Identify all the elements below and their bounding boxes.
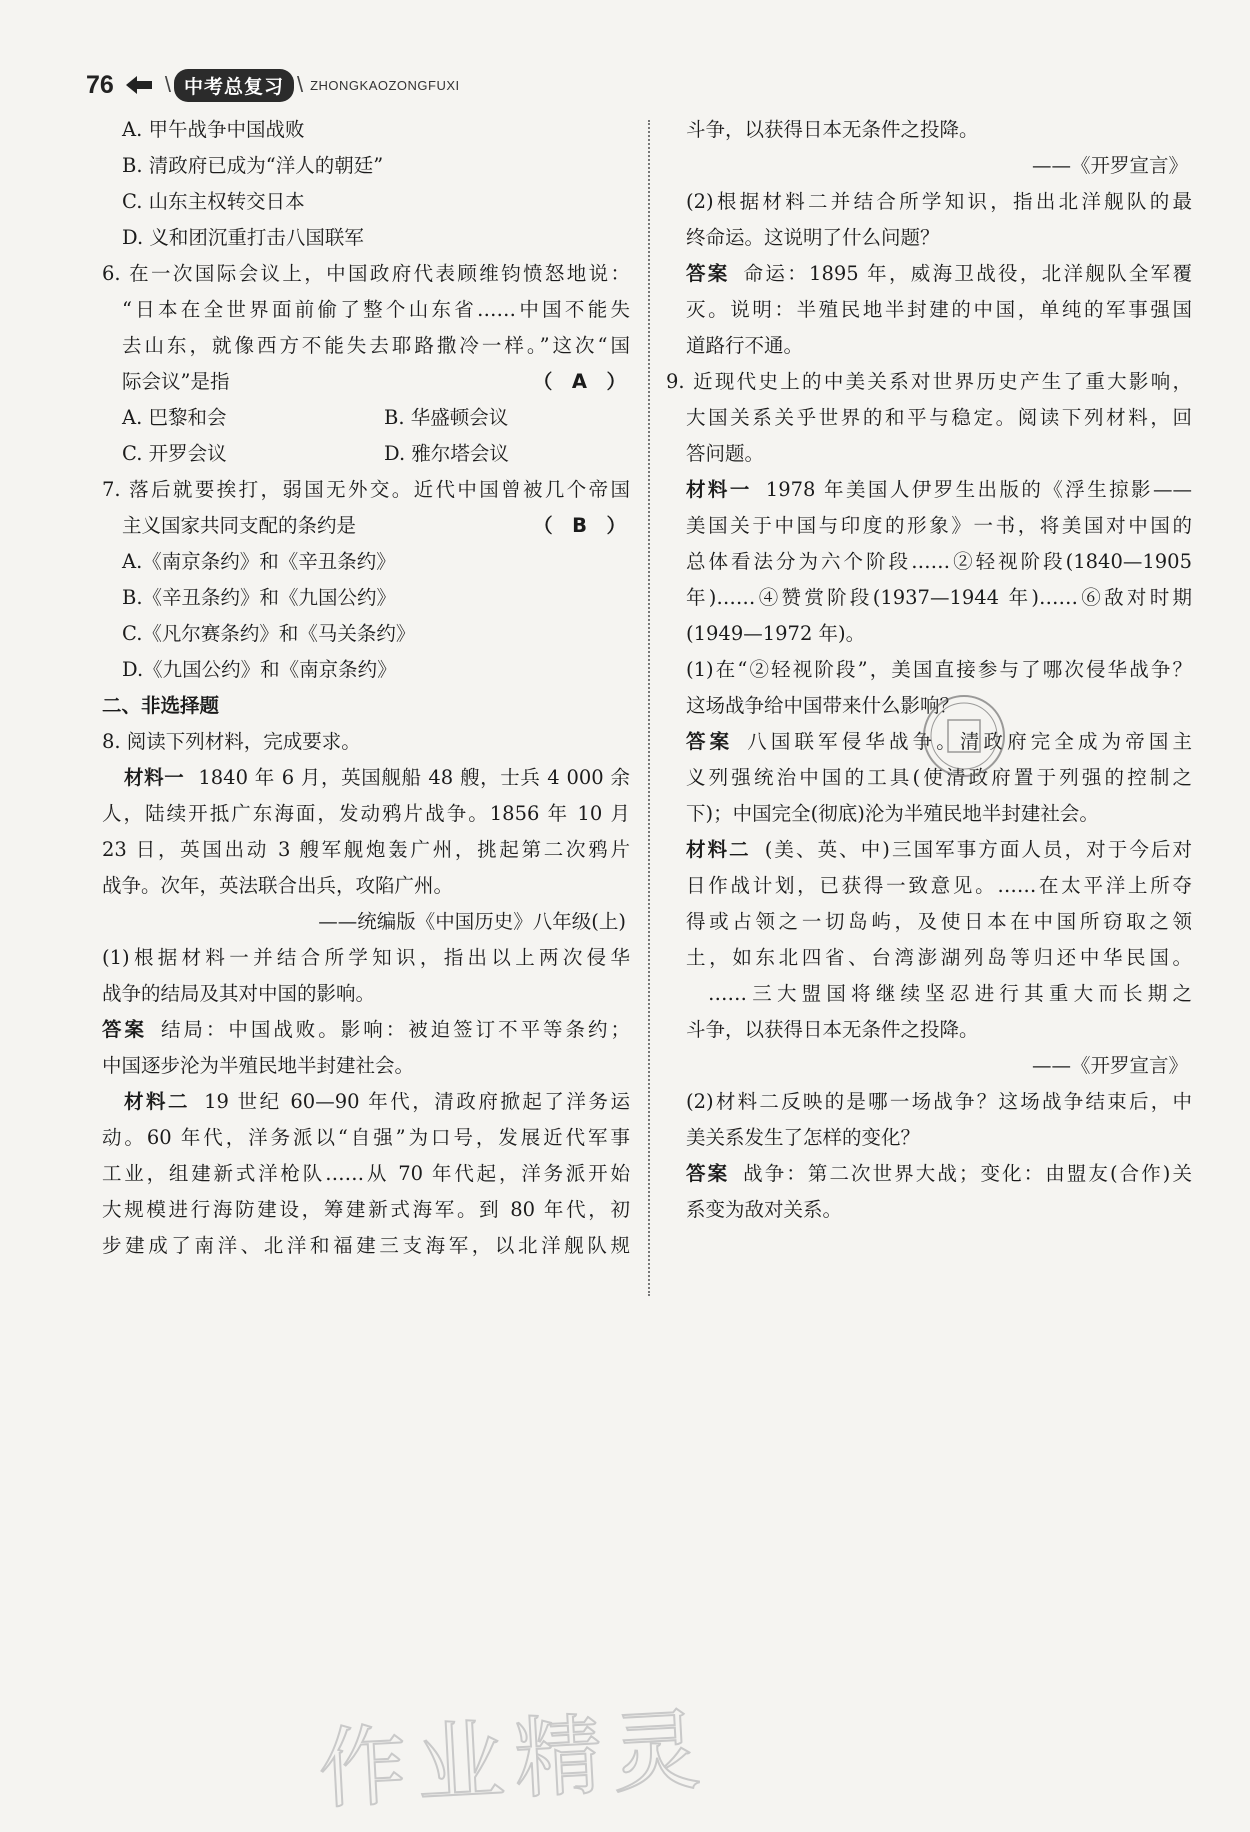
q6-stem-row bbox=[102, 364, 630, 400]
material-text: 战争。次年，英法联合出兵，攻陷广州。 bbox=[102, 874, 454, 897]
answer-text: 战争：第二次世界大战；变化：由盟友(合作)关 bbox=[743, 1162, 1192, 1185]
q8-1-question: 战争的结局及其对中国的影响。 bbox=[102, 982, 376, 1005]
material-text: (1949—1972 年)。 bbox=[686, 622, 866, 645]
q7-option-c: C.《凡尔赛条约》和《马关条约》 bbox=[122, 622, 416, 645]
answer-label: 答案 bbox=[686, 1162, 730, 1185]
q7-answer: （ B ） bbox=[533, 514, 626, 537]
q6-stem: 去山东，就像西方不能失去耶路撒冷一样。”这次“国 bbox=[122, 334, 630, 357]
material-source: ——《开罗宣言》 bbox=[1031, 1054, 1188, 1077]
material-label: 材料一 bbox=[124, 766, 185, 789]
q7-stem: 主义国家共同支配的条约是 bbox=[122, 514, 357, 537]
series-title: 中考总复习 bbox=[174, 69, 294, 102]
material-text: 人，陆续开抵广东海面，发动鸦片战争。1856 年 10 月 bbox=[102, 802, 630, 825]
material-text: 步建成了南洋、北洋和福建三支海军，以北洋舰队规 bbox=[102, 1234, 630, 1257]
q8-1-question: (1)根据材料一并结合所学知识，指出以上两次侵华 bbox=[102, 946, 630, 969]
q6-answer: （ A ） bbox=[532, 370, 626, 393]
left-column bbox=[102, 112, 630, 1264]
q9-1-question: 这场战争给中国带来什么影响？ bbox=[686, 694, 960, 717]
answer-text: 义列强统治中国的工具(使清政府置于列强的控制之 bbox=[686, 766, 1192, 789]
header-slash-icon: \ bbox=[164, 72, 171, 97]
material-text: 得或占领之一切岛屿，及使日本在中国所窃取之领 bbox=[686, 910, 1192, 933]
answer-label: 答案 bbox=[102, 1018, 147, 1041]
material-text: 斗争，以获得日本无条件之投降。 bbox=[686, 118, 979, 141]
material-text: 动。60 年代，洋务派以“自强”为口号，发展近代军事 bbox=[102, 1126, 630, 1149]
q6-options-row bbox=[102, 400, 630, 436]
header-slash-icon: \ bbox=[296, 72, 304, 97]
q9-material-1 bbox=[686, 472, 1192, 508]
column-divider bbox=[648, 120, 650, 1296]
material-source: ——《开罗宣言》 bbox=[1031, 154, 1188, 177]
answer-label: 答案 bbox=[686, 262, 730, 285]
q6-stem: 际会议”是指 bbox=[122, 370, 230, 393]
material-text: 土，如东北四省、台湾澎湖列岛等归还中华民国。 bbox=[686, 946, 1192, 969]
q9-2-answer bbox=[686, 1156, 1192, 1192]
material-text: 美国关于中国与印度的形象》一书，将美国对中国的 bbox=[686, 514, 1192, 537]
answer-label: 答案 bbox=[686, 730, 734, 753]
material-text: 总体看法分为六个阶段……②轻视阶段(1840—1905 bbox=[686, 550, 1192, 573]
q9-stem: 答问题。 bbox=[686, 442, 765, 465]
page-number: 76 bbox=[86, 70, 114, 99]
material-text: 年)……④赞赏阶段(1937—1944 年)……⑥敌对时期 bbox=[686, 586, 1192, 609]
q8-2-answer bbox=[686, 256, 1192, 292]
material-text: (美、英、中)三国军事方面人员，对于今后对 bbox=[764, 838, 1192, 861]
q6-stem: “日本在全世界面前偷了整个山东省……中国不能失 bbox=[122, 298, 630, 321]
material-text: 大规模进行海防建设，筹建新式海军。到 80 年代，初 bbox=[102, 1198, 630, 1221]
q9-material-2 bbox=[686, 832, 1192, 868]
material-text: 23 日，英国出动 3 艘军舰炮轰广州，挑起第二次鸦片 bbox=[102, 838, 630, 861]
q6-option-a: A. 巴黎和会 bbox=[122, 406, 227, 429]
q7-stem: 7. 落后就要挨打，弱国无外交。近代中国曾被几个帝国 bbox=[102, 478, 630, 501]
answer-text: 八国联军侵华战争。清政府完全成为帝国主 bbox=[747, 730, 1192, 753]
q6-options-row bbox=[102, 436, 630, 472]
q6-stem: 6. 在一次国际会议上，中国政府代表顾维钧愤怒地说： bbox=[102, 262, 630, 285]
material-label: 材料二 bbox=[686, 838, 751, 861]
q6-option-d: D. 雅尔塔会议 bbox=[384, 442, 509, 465]
material-text: 斗争，以获得日本无条件之投降。 bbox=[686, 1018, 979, 1041]
answer-text: 下)；中国完全(彻底)沦为半殖民地半封建社会。 bbox=[686, 802, 1099, 825]
q8-1-answer bbox=[102, 1012, 630, 1048]
material-text: ……三大盟国将继续坚忍进行其重大而长期之 bbox=[708, 982, 1192, 1005]
q7-option-d: D.《九国公约》和《南京条约》 bbox=[122, 658, 397, 681]
series-pinyin: ZHONGKAOZONGFUXI bbox=[310, 77, 460, 93]
q9-2-question: (2)材料二反映的是哪一场战争？这场战争结束后，中 bbox=[686, 1090, 1192, 1113]
q8-material-2 bbox=[102, 1084, 630, 1120]
q5-option-d: D. 义和团沉重打击八国联军 bbox=[122, 226, 364, 249]
answer-text: 命运：1895 年，威海卫战役，北洋舰队全军覆 bbox=[743, 262, 1192, 285]
answer-text: 灭。说明：半殖民地半封建的中国，单纯的军事强国 bbox=[686, 298, 1192, 321]
q9-stem: 大国关系关乎世界的和平与稳定。阅读下列材料，回 bbox=[686, 406, 1192, 429]
q6-option-c: C. 开罗会议 bbox=[122, 442, 227, 465]
q8-2-question: (2)根据材料二并结合所学知识，指出北洋舰队的最 bbox=[686, 190, 1192, 213]
material-text: 19 世纪 60—90 年代，清政府掀起了洋务运 bbox=[204, 1090, 630, 1113]
q7-stem-row bbox=[102, 508, 630, 544]
q9-1-question: (1)在“②轻视阶段”，美国直接参与了哪次侵华战争？ bbox=[686, 658, 1192, 681]
material-label: 材料一 bbox=[686, 478, 752, 501]
q7-option-a: A.《南京条约》和《辛丑条约》 bbox=[122, 550, 396, 573]
material-text: 1840 年 6 月，英国舰船 48 艘，士兵 4 000 余 bbox=[198, 766, 630, 789]
answer-text: 中国逐步沦为半殖民地半封建社会。 bbox=[102, 1054, 415, 1077]
material-label: 材料二 bbox=[124, 1090, 191, 1113]
material-text: 日作战计划，已获得一致意见。……在太平洋上所夺 bbox=[686, 874, 1192, 897]
answer-text: 系变为敌对关系。 bbox=[686, 1198, 843, 1221]
material-text: 工业，组建新式洋枪队……从 70 年代起，洋务派开始 bbox=[102, 1162, 630, 1185]
q8-stem: 8. 阅读下列材料，完成要求。 bbox=[102, 730, 361, 753]
section-heading: 二、非选择题 bbox=[102, 694, 220, 717]
answer-text: 道路行不通。 bbox=[686, 334, 804, 357]
page-header bbox=[86, 66, 460, 104]
q5-option-c: C. 山东主权转交日本 bbox=[122, 190, 305, 213]
watermark: 作业精灵 bbox=[315, 1697, 713, 1822]
material-source: ——统编版《中国历史》八年级(上) bbox=[318, 910, 626, 933]
stamp-seal-icon bbox=[918, 690, 1010, 782]
q8-material-1 bbox=[102, 760, 630, 796]
answer-text: 结局：中国战败。影响：被迫签订不平等条约； bbox=[160, 1018, 630, 1041]
q9-2-question: 美关系发生了怎样的变化？ bbox=[686, 1126, 921, 1149]
q5-option-a: A. 甲午战争中国战败 bbox=[122, 118, 305, 141]
q5-option-b: B. 清政府已成为“洋人的朝廷” bbox=[122, 154, 384, 177]
q7-option-b: B.《辛丑条约》和《九国公约》 bbox=[122, 586, 397, 609]
q6-option-b: B. 华盛顿会议 bbox=[384, 406, 509, 429]
q8-2-question: 终命运。这说明了什么问题？ bbox=[686, 226, 940, 249]
material-text: 1978 年美国人伊罗生出版的《浮生掠影—— bbox=[765, 478, 1192, 501]
right-column bbox=[666, 112, 1192, 1228]
arrow-left-icon bbox=[126, 76, 152, 94]
q9-stem: 9. 近现代史上的中美关系对世界历史产生了重大影响， bbox=[666, 370, 1192, 393]
